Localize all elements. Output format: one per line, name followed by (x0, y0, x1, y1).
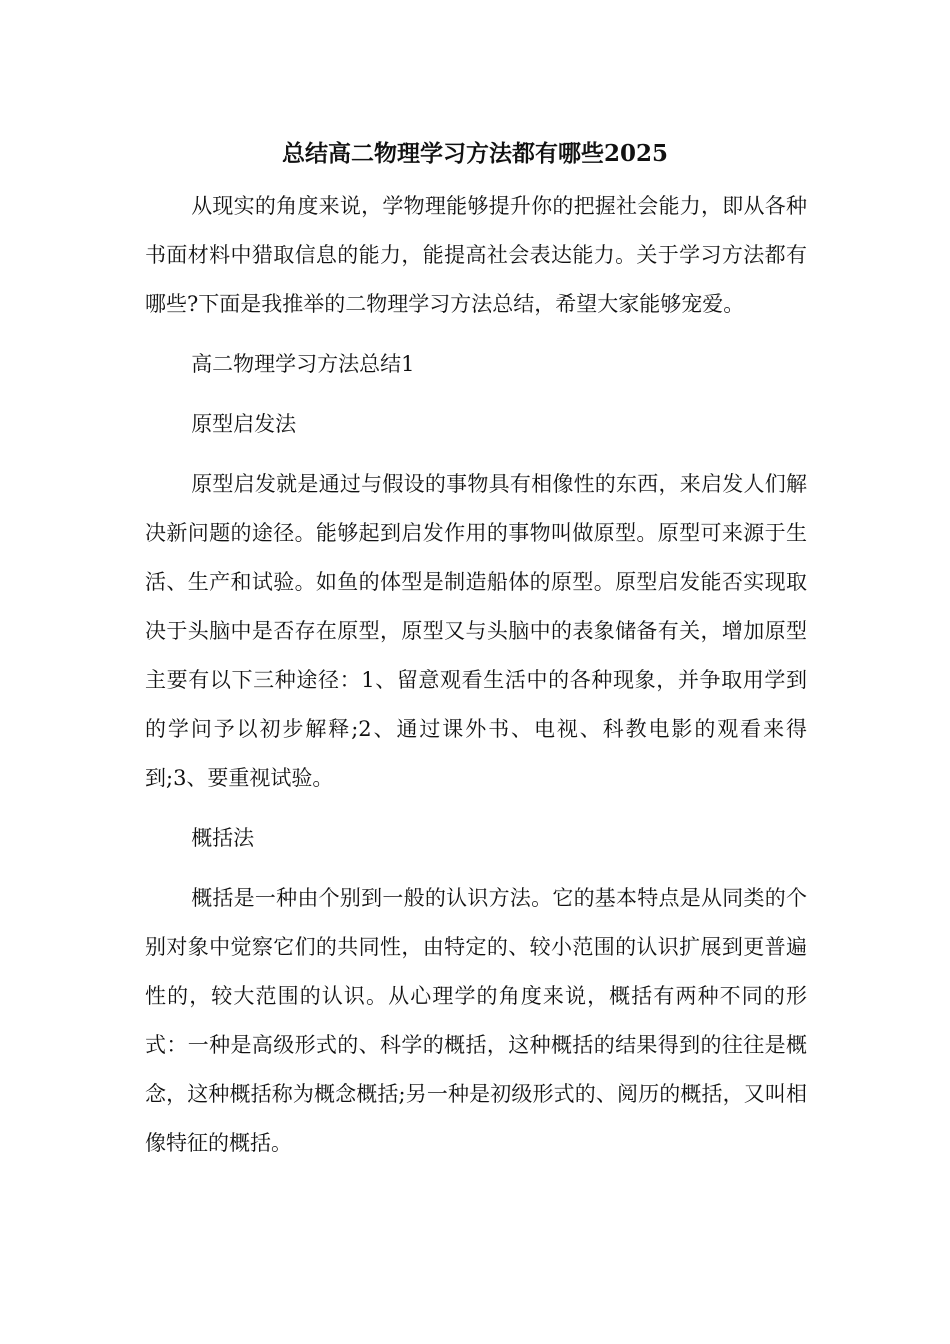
document-body (145, 182, 807, 1179)
intro-paragraph: 从现实的角度来说，学物理能够提升你的把握社会能力，即从各种书面材料中猎取信息的能力，能提高社会表达能力。关于学习方法都有哪些?下面是我推举的二物理学习方法总结，希望大家能够宠爱。 (145, 194, 807, 316)
body-paragraph: 原型启发就是通过与假设的事物具有相像性的东西，来启发人们解决新问题的途径。能够起到启发作用的事物叫做原型。原型可来源于生活、生产和试验。如鱼的体型是制造船体的原型。原型启发能否实现取决于头脑中是否存在原型，原型又与头脑中的表象储备有关，增加原型主要有以下三种途径：1、留意观看生活中的各种现象，并争取用学到的学问予以初步解释;2、通过课外书、电视、科教电影的观看来得到;3、要重视试验。 (145, 472, 807, 790)
subsection-heading: 概括法 (191, 826, 255, 850)
body-paragraph: 概括是一种由个别到一般的认识方法。它的基本特点是从同类的个别对象中觉察它们的共同性，由特定的、较小范围的认识扩展到更普遍性的，较大范围的认识。从心理学的角度来说，概括有两种不同的形式：一种是高级形式的、科学的概括，这种概括的结果得到的往往是概念，这种概括称为概念概括;另一种是初级形式的、阅历的概括，又叫相像特征的概括。 (145, 886, 807, 1155)
document-title: 总结高二物理学习方法都有哪些2025 (281, 140, 668, 167)
subsection-heading: 原型启发法 (191, 412, 297, 436)
section-heading: 高二物理学习方法总结1 (191, 352, 415, 376)
